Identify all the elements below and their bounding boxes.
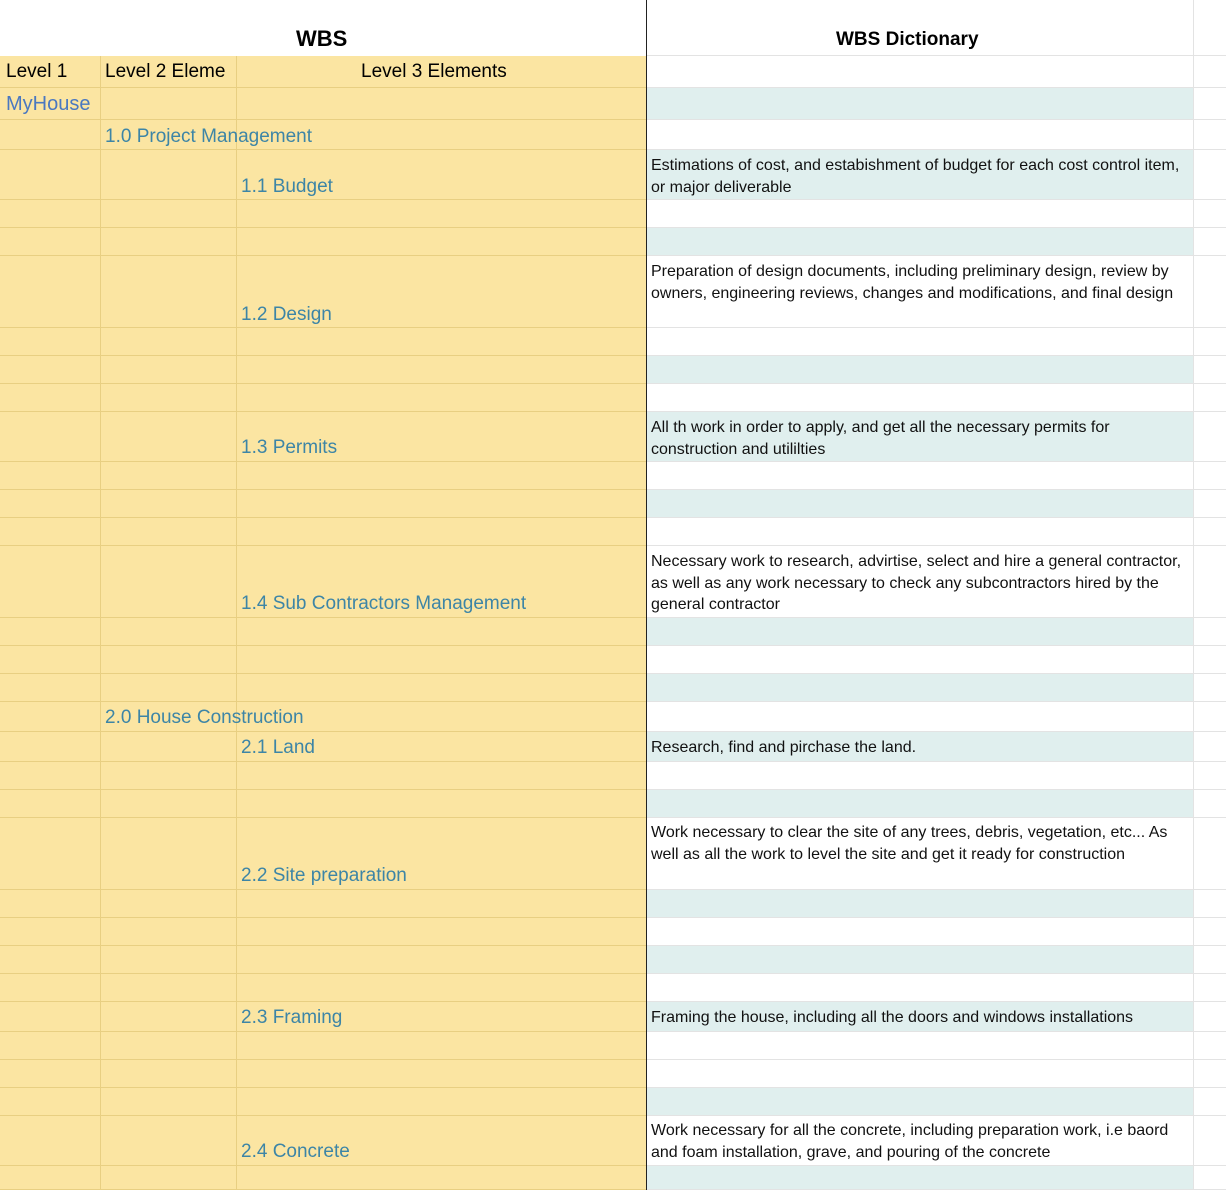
wbs-cell[interactable] [237, 518, 647, 546]
wbs-cell[interactable] [237, 674, 647, 702]
dictionary-entry[interactable]: Work necessary to clear the site of any trees, debris, vegetation, etc... As well as all the work to level the site and get it ready for construction [651, 824, 1168, 863]
wbs-cell[interactable] [101, 818, 237, 890]
dictionary-cell[interactable] [647, 518, 1193, 546]
wbs-cell[interactable] [0, 646, 101, 674]
dictionary-cell[interactable] [647, 120, 1193, 150]
dictionary-cell[interactable] [647, 974, 1193, 1002]
extra-cell[interactable] [1193, 1060, 1226, 1088]
dictionary-entry[interactable]: All th work in order to apply, and get all the necessary permits for construction and utililties [651, 419, 1110, 458]
dictionary-entry[interactable]: Estimations of cost, and estabishment of budget for each cost control item, or major deliverable [651, 157, 1180, 196]
column-header-level3[interactable]: Level 3 Elements [361, 61, 507, 82]
dictionary-entry[interactable]: Research, find and pirchase the land. [651, 739, 917, 756]
dictionary-cell[interactable] [647, 674, 1193, 702]
wbs-cell[interactable] [237, 88, 647, 120]
wbs-cell[interactable] [237, 918, 647, 946]
wbs-cell[interactable] [101, 412, 237, 462]
wbs-cell[interactable] [101, 490, 237, 518]
dictionary-cell[interactable] [647, 1032, 1193, 1060]
wbs-cell[interactable] [0, 328, 101, 356]
extra-cell[interactable] [1193, 384, 1226, 412]
extra-cell[interactable] [1193, 918, 1226, 946]
extra-cell[interactable] [1193, 1032, 1226, 1060]
wbs-cell[interactable] [0, 546, 101, 618]
wbs-cell[interactable] [101, 762, 237, 790]
wbs-cell[interactable] [101, 256, 237, 328]
extra-cell[interactable] [1193, 974, 1226, 1002]
dictionary-entry[interactable]: Necessary work to research, advirtise, select and hire a general contractor, as well as any work necessary to check any subcontractors hired by the general contractor [651, 553, 1182, 613]
wbs-cell[interactable] [0, 1032, 101, 1060]
column-header-level2[interactable]: Level 2 Eleme [105, 61, 226, 82]
dictionary-cell[interactable] [647, 228, 1193, 256]
wbs-cell[interactable] [101, 1032, 237, 1060]
extra-cell[interactable] [1193, 490, 1226, 518]
dictionary-cell[interactable] [647, 646, 1193, 674]
wbs-cell[interactable] [101, 150, 237, 200]
dictionary-cell[interactable] [647, 918, 1193, 946]
wbs-cell[interactable] [0, 702, 101, 732]
dictionary-cell[interactable] [647, 618, 1193, 646]
dictionary-entry[interactable]: Work necessary for all the concrete, including preparation work, i.e baord and foam installation, grave, and pouring of the concrete [651, 1122, 1169, 1161]
wbs-cell[interactable] [237, 1088, 647, 1116]
wbs-cell[interactable] [101, 646, 237, 674]
wbs-cell[interactable] [101, 1088, 237, 1116]
extra-cell[interactable] [1193, 200, 1226, 228]
wbs-title: WBS [296, 26, 348, 51]
extra-cell[interactable] [1193, 732, 1226, 762]
dictionary-cell[interactable] [647, 88, 1193, 120]
wbs-cell[interactable] [237, 762, 647, 790]
wbs-cell[interactable] [237, 646, 647, 674]
wbs-cell[interactable] [0, 384, 101, 412]
wbs-cell[interactable] [237, 384, 647, 412]
wbs-cell[interactable] [237, 328, 647, 356]
wbs-cell[interactable] [101, 918, 237, 946]
dictionary-cell[interactable] [647, 790, 1193, 818]
extra-cell[interactable] [1193, 88, 1226, 120]
dictionary-cell[interactable] [647, 1088, 1193, 1116]
extra-cell[interactable] [1193, 1002, 1226, 1032]
wbs-cell[interactable] [237, 356, 647, 384]
wbs-cell[interactable] [0, 790, 101, 818]
wbs-cell[interactable] [0, 228, 101, 256]
level1-element[interactable]: MyHouse [6, 93, 91, 115]
level3-element[interactable]: 2.1 Land [241, 737, 315, 758]
extra-cell[interactable] [1193, 1116, 1226, 1166]
extra-cell[interactable] [1193, 702, 1226, 732]
wbs-cell[interactable] [0, 1060, 101, 1088]
extra-cell[interactable] [1193, 56, 1226, 88]
wbs-cell[interactable] [0, 490, 101, 518]
wbs-cell[interactable] [0, 946, 101, 974]
extra-cell[interactable] [1193, 818, 1226, 890]
extra-cell[interactable] [1193, 1088, 1226, 1116]
wbs-cell[interactable] [101, 890, 237, 918]
wbs-cell[interactable] [0, 1166, 101, 1190]
wbs-cell[interactable] [101, 674, 237, 702]
wbs-cell[interactable] [237, 200, 647, 228]
wbs-cell[interactable] [0, 462, 101, 490]
extra-cell[interactable] [1193, 946, 1226, 974]
dictionary-cell[interactable] [647, 490, 1193, 518]
wbs-cell[interactable] [101, 462, 237, 490]
wbs-cell[interactable] [101, 790, 237, 818]
dictionary-cell[interactable] [647, 946, 1193, 974]
extra-cell[interactable] [1193, 674, 1226, 702]
wbs-cell[interactable] [0, 256, 101, 328]
extra-cell[interactable] [1193, 356, 1226, 384]
dictionary-cell[interactable] [647, 56, 1193, 88]
wbs-cell[interactable] [0, 762, 101, 790]
extra-cell[interactable] [1193, 412, 1226, 462]
wbs-cell[interactable] [101, 328, 237, 356]
extra-cell[interactable] [1193, 618, 1226, 646]
extra-cell[interactable] [1193, 0, 1226, 56]
wbs-cell[interactable] [101, 384, 237, 412]
extra-cell[interactable] [1193, 546, 1226, 618]
wbs-cell[interactable] [0, 518, 101, 546]
wbs-cell[interactable] [0, 618, 101, 646]
wbs-cell[interactable] [237, 890, 647, 918]
level3-element[interactable]: 2.4 Concrete [241, 1141, 350, 1162]
dictionary-cell[interactable] [647, 762, 1193, 790]
level3-element[interactable]: 1.4 Sub Contractors Management [241, 593, 527, 614]
level3-element[interactable]: 2.3 Framing [241, 1007, 343, 1028]
wbs-cell[interactable] [101, 1060, 237, 1088]
extra-cell[interactable] [1193, 1166, 1226, 1190]
extra-cell[interactable] [1193, 762, 1226, 790]
wbs-cell[interactable] [101, 946, 237, 974]
wbs-cell[interactable] [101, 518, 237, 546]
wbs-cell[interactable] [101, 974, 237, 1002]
extra-cell[interactable] [1193, 120, 1226, 150]
extra-cell[interactable] [1193, 646, 1226, 674]
wbs-cell[interactable] [237, 1060, 647, 1088]
extra-cell[interactable] [1193, 462, 1226, 490]
wbs-cell[interactable] [237, 1166, 647, 1190]
level3-element[interactable]: 1.3 Permits [241, 437, 338, 458]
wbs-cell[interactable] [0, 150, 101, 200]
wbs-cell[interactable] [0, 732, 101, 762]
wbs-cell[interactable] [237, 946, 647, 974]
wbs-cell[interactable] [237, 1032, 647, 1060]
dictionary-entry[interactable]: Preparation of design documents, including preliminary design, review by owners, engineering reviews, changes and modifications, and final design [651, 263, 1174, 302]
dictionary-cell[interactable] [647, 462, 1193, 490]
wbs-cell[interactable] [101, 732, 237, 762]
wbs-cell[interactable] [101, 200, 237, 228]
wbs-dictionary-title: WBS Dictionary [836, 29, 979, 50]
dictionary-cell[interactable] [647, 1166, 1193, 1190]
wbs-cell[interactable] [237, 790, 647, 818]
extra-cell[interactable] [1193, 328, 1226, 356]
wbs-cell[interactable] [0, 1002, 101, 1032]
wbs-cell[interactable] [237, 618, 647, 646]
wbs-cell[interactable] [101, 356, 237, 384]
extra-cell[interactable] [1193, 518, 1226, 546]
extra-cell[interactable] [1193, 228, 1226, 256]
wbs-cell[interactable] [0, 1116, 101, 1166]
dictionary-cell[interactable] [647, 384, 1193, 412]
wbs-cell[interactable] [0, 918, 101, 946]
wbs-cell[interactable] [101, 618, 237, 646]
wbs-cell[interactable] [0, 120, 101, 150]
wbs-cell[interactable] [237, 490, 647, 518]
dictionary-cell[interactable] [647, 356, 1193, 384]
column-divider [646, 0, 647, 1190]
dictionary-cell[interactable] [647, 702, 1193, 732]
wbs-cell[interactable] [0, 412, 101, 462]
wbs-cell[interactable] [0, 1088, 101, 1116]
dictionary-cell[interactable] [647, 200, 1193, 228]
wbs-cell[interactable] [101, 1116, 237, 1166]
column-header-level1[interactable]: Level 1 [6, 61, 68, 82]
wbs-cell[interactable] [0, 890, 101, 918]
wbs-cell[interactable] [101, 1166, 237, 1190]
level3-element[interactable]: 1.1 Budget [241, 176, 333, 197]
wbs-cell[interactable] [0, 356, 101, 384]
wbs-cell[interactable] [101, 88, 237, 120]
wbs-cell[interactable] [101, 228, 237, 256]
wbs-cell[interactable] [0, 674, 101, 702]
level2-element[interactable]: 1.0 Project Management [105, 126, 313, 147]
wbs-cell[interactable] [0, 200, 101, 228]
level3-element[interactable]: 1.2 Design [241, 304, 332, 325]
extra-cell[interactable] [1193, 890, 1226, 918]
wbs-cell[interactable] [101, 1002, 237, 1032]
level2-element[interactable]: 2.0 House Construction [105, 707, 304, 728]
wbs-cell[interactable] [0, 974, 101, 1002]
wbs-cell[interactable] [237, 228, 647, 256]
wbs-cell[interactable] [0, 818, 101, 890]
level3-element[interactable]: 2.2 Site preparation [241, 865, 407, 886]
dictionary-cell[interactable] [647, 1060, 1193, 1088]
extra-cell[interactable] [1193, 256, 1226, 328]
wbs-cell[interactable] [237, 462, 647, 490]
wbs-cell[interactable] [237, 974, 647, 1002]
dictionary-entry[interactable]: Framing the house, including all the doors and windows installations [651, 1009, 1134, 1026]
extra-cell[interactable] [1193, 150, 1226, 200]
dictionary-cell[interactable] [647, 328, 1193, 356]
extra-cell[interactable] [1193, 790, 1226, 818]
wbs-cell[interactable] [101, 546, 237, 618]
dictionary-cell[interactable] [647, 890, 1193, 918]
